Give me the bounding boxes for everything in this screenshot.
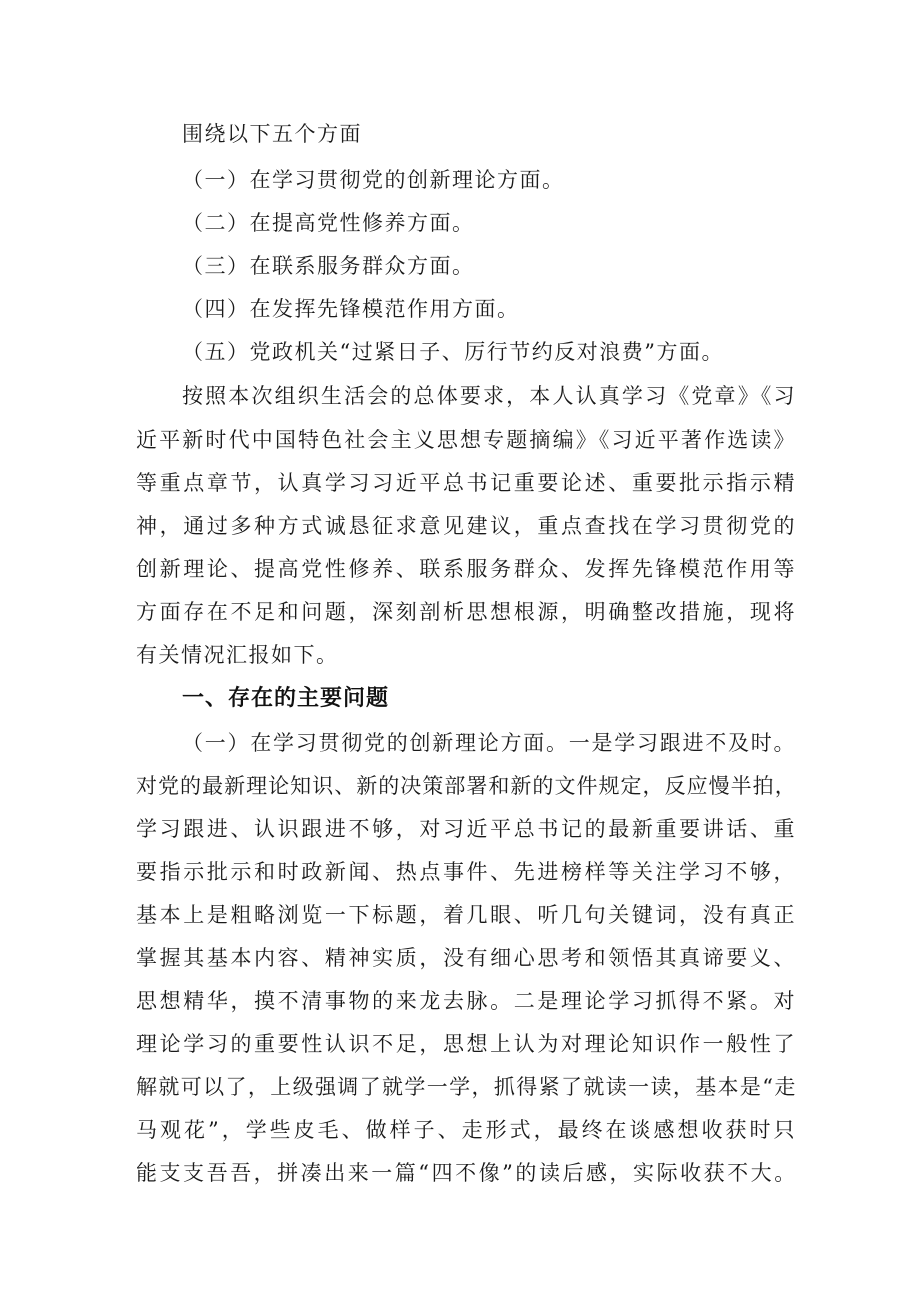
paragraph-line: 按照本次组织生活会的总体要求，本人认真学习《党章》《习 [182,384,796,408]
section-line: 解就可以了，上级强调了就学一学，抓得紧了就读一读，基本是“走 [136,1075,796,1099]
section-line: 理论学习的重要性认识不足，思想上认为对理论知识作一般性了 [136,1032,796,1056]
section-line: 对党的最新理论知识、新的决策部署和新的文件规定，反应慢半拍， [136,774,796,798]
aspect-item-5: （五）党政机关“过紧日子、厉行节约反对浪费”方面。 [182,340,724,364]
section-line: 马观花”，学些皮毛、做样子、走形式，最终在谈感想收获时只 [136,1118,796,1142]
aspect-item-2: （二）在提高党性修养方面。 [182,211,475,235]
paragraph-line: 方面存在不足和问题，深刻剖析思想根源，明确整改措施，现将 [136,600,796,624]
section-line: 掌握其基本内容、精神实质，没有细心思考和领悟其真谛要义、 [136,946,796,970]
section-line: （一）在学习贯彻党的创新理论方面。一是学习跟进不及时。 [182,731,796,755]
aspect-item-4: （四）在发挥先锋模范作用方面。 [182,297,520,321]
section-line: 基本上是粗略浏览一下标题，着几眼、听几句关键词，没有真正 [136,903,796,927]
paragraph-line: 有关情况汇报如下。 [136,643,339,667]
section-line: 思想精华，摸不清事物的来龙去脉。二是理论学习抓得不紧。对 [136,989,796,1013]
section-line: 能支支吾吾，拼凑出来一篇“四不像”的读后感，实际收获不大。 [136,1161,796,1185]
paragraph-line: 神，通过多种方式诚恳征求意见建议，重点查找在学习贯彻党的 [136,514,796,538]
intro-title: 围绕以下五个方面 [182,122,362,146]
aspect-item-1: （一）在学习贯彻党的创新理论方面。 [182,168,565,192]
section-heading: 一、存在的主要问题 [182,686,390,711]
paragraph-line: 近平新时代中国特色社会主义思想专题摘编》《习近平著作选读》 [136,428,796,452]
section-line: 学习跟进、认识跟进不够，对习近平总书记的最新重要讲话、重 [136,817,796,841]
aspect-item-3: （三）在联系服务群众方面。 [182,254,475,278]
paragraph-line: 创新理论、提高党性修养、联系服务群众、发挥先锋模范作用等 [136,557,796,581]
paragraph-line: 等重点章节，认真学习习近平总书记重要论述、重要批示指示精 [136,471,796,495]
section-line: 要指示批示和时政新闻、热点事件、先进榜样等关注学习不够， [136,860,796,884]
